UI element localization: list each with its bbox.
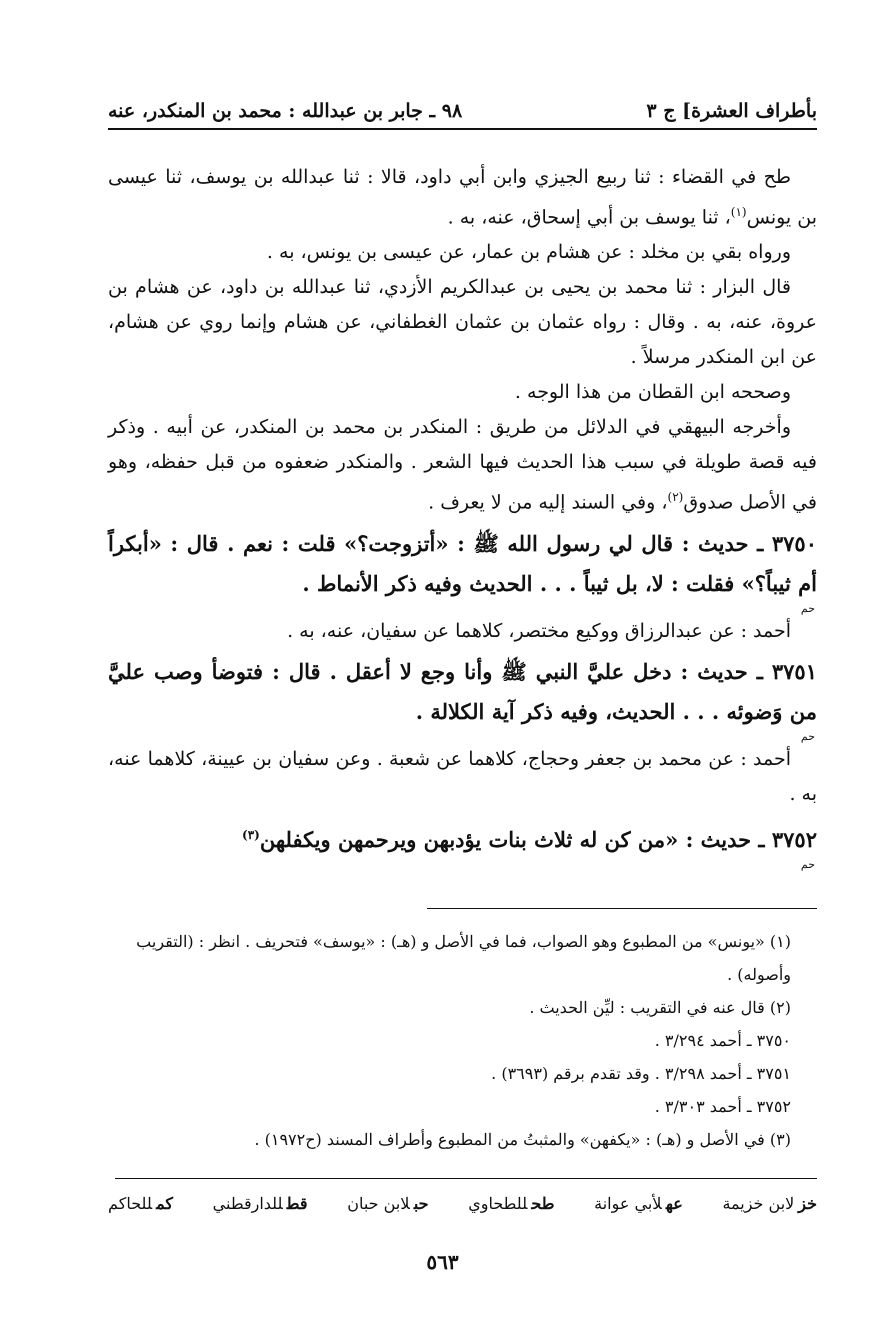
abbreviations-divider: [115, 1178, 817, 1179]
paragraph-bazzar: قال البزار : ثنا محمد بن يحيى بن عبدالكريم الأزدي، ثنا عبدالله بن داود، عن هشام بن عروة، عنه، به . وقال : رواه عثمان بن عثمان الغطفاني، عن هشام وإنما روي عن هشام، عن ابن المنكدر مرسلاً .: [108, 276, 817, 369]
footnote-ref-2: (٢): [667, 490, 684, 505]
abbreviation-item: طحللطحاوي: [468, 1194, 555, 1213]
footnote-3752: ٣٧٥٢ ـ أحمد ٣/٣٠٣ .: [654, 1097, 791, 1116]
footnote-ref-3: (٣): [242, 827, 260, 842]
source-symbol-3750: حم: [800, 601, 815, 615]
paragraph-baqi: ورواه بقي بن مخلد : عن هشام بن عمار، عن عيسى بن يونس، به .: [266, 241, 791, 264]
footnote-3: (٣) في الأصل و (هـ) : «يكفهن» والمثبتُ من المطبوع وأطراف المسند (ح١٩٧٢) .: [254, 1130, 791, 1149]
source-symbol-3751: حم: [800, 729, 815, 743]
abbreviation-item: خزلابن خزيمة: [722, 1194, 817, 1213]
abbreviation-item: حبلابن حبان: [347, 1194, 429, 1213]
abbreviations-key: [108, 1194, 817, 1213]
footnote-1: (١) «يونس» من المطبوع وهو الصواب، فما في الأصل و (هـ) : «يوسف» فتحريف . انظر : (التقريب وأصوله) .: [136, 932, 791, 984]
paragraph-tahawi: طح في القضاء : ثنا ربيع الجيزي وابن أبي داود، قالا : ثنا عبدالله بن يوسف، ثنا عيسى بن يونس$^{(١)}$، ثنا يوسف بن أبي إسحاق، عنه، به .: [108, 166, 817, 229]
header-divider: [108, 128, 817, 130]
header-volume: بأطراف العشرة] ج ٣: [646, 100, 817, 122]
abbreviation-item: قطللدارقطني: [212, 1194, 308, 1213]
running-header: [108, 82, 817, 122]
hadith-3751-source: أحمد : عن محمد بن جعفر وحجاج، كلاهما عن شعبة . وعن سفيان بن عيينة، كلاهما عنه، به .: [108, 747, 817, 805]
paragraph-ibn-qattan: وصححه ابن القطان من هذا الوجه .: [514, 381, 791, 404]
main-text: [108, 160, 817, 870]
footnote-3751: ٣٧٥١ ـ أحمد ٣/٢٩٨ . وقد تقدم برقم (٣٦٩٣) .: [491, 1064, 791, 1083]
paragraph-bayhaqi: وأخرجه البيهقي في الدلائل من طريق : المنكدر بن محمد بن المنكدر، عن أبيه . وذكر فيه قصة طويلة في سبب هذا الحديث فيها الشعر . والمنكدر ضعفوه من قبل حفظه، وهو في الأصل صدوق$^{(٢)}$، وفي السند إليه من لا يعرف .: [108, 416, 817, 514]
footnote-2: (٢) قال عنه في التقريب : ليِّن الحديث .: [529, 998, 791, 1017]
page-number: ٥٦٣: [426, 1250, 459, 1274]
hadith-3750: ٣٧٥٠ ـ حديث : قال لي رسول الله ﷺ : «أتزوجت؟» قلت : نعم . قال : «أبكراً أم ثيباً؟» فقلت : لا، بل ثيباً . . . الحديث وفيه ذكر الأنماط . حم: [108, 530, 817, 615]
abbreviation-item: كمللحاكم: [108, 1194, 173, 1213]
source-symbol-3752: حم: [800, 857, 815, 871]
hadith-3751: ٣٧٥١ ـ حديث : دخل عليَّ النبي ﷺ وأنا وجع لا أعقل . قال : فتوضأ وصب عليَّ من وَضوئه . . . الحديث، وفيه ذكر آية الكلالة . حم: [108, 658, 817, 743]
header-chapter: ٩٨ ـ جابر بن عبدالله : محمد بن المنكدر، عنه: [108, 100, 463, 122]
hadith-3750-source: أحمد : عن عبدالرزاق ووكيع مختصر، كلاهما عن سفيان، عنه، به .: [287, 619, 791, 642]
footnote-ref-1: (١): [730, 205, 747, 219]
hadith-3752: ٣٧٥٢ ـ حديث : «من كن له ثلاث بنات يؤدبهن ويرحمهن ويكفلهن$^{(٣)}$ حم: [108, 815, 817, 870]
footnote-divider: [427, 908, 817, 909]
footnote-3750: ٣٧٥٠ ـ أحمد ٣/٢٩٤ .: [654, 1031, 791, 1050]
footnotes: [108, 925, 817, 1156]
abbreviation-item: عهلأبي عوانة: [594, 1194, 683, 1213]
